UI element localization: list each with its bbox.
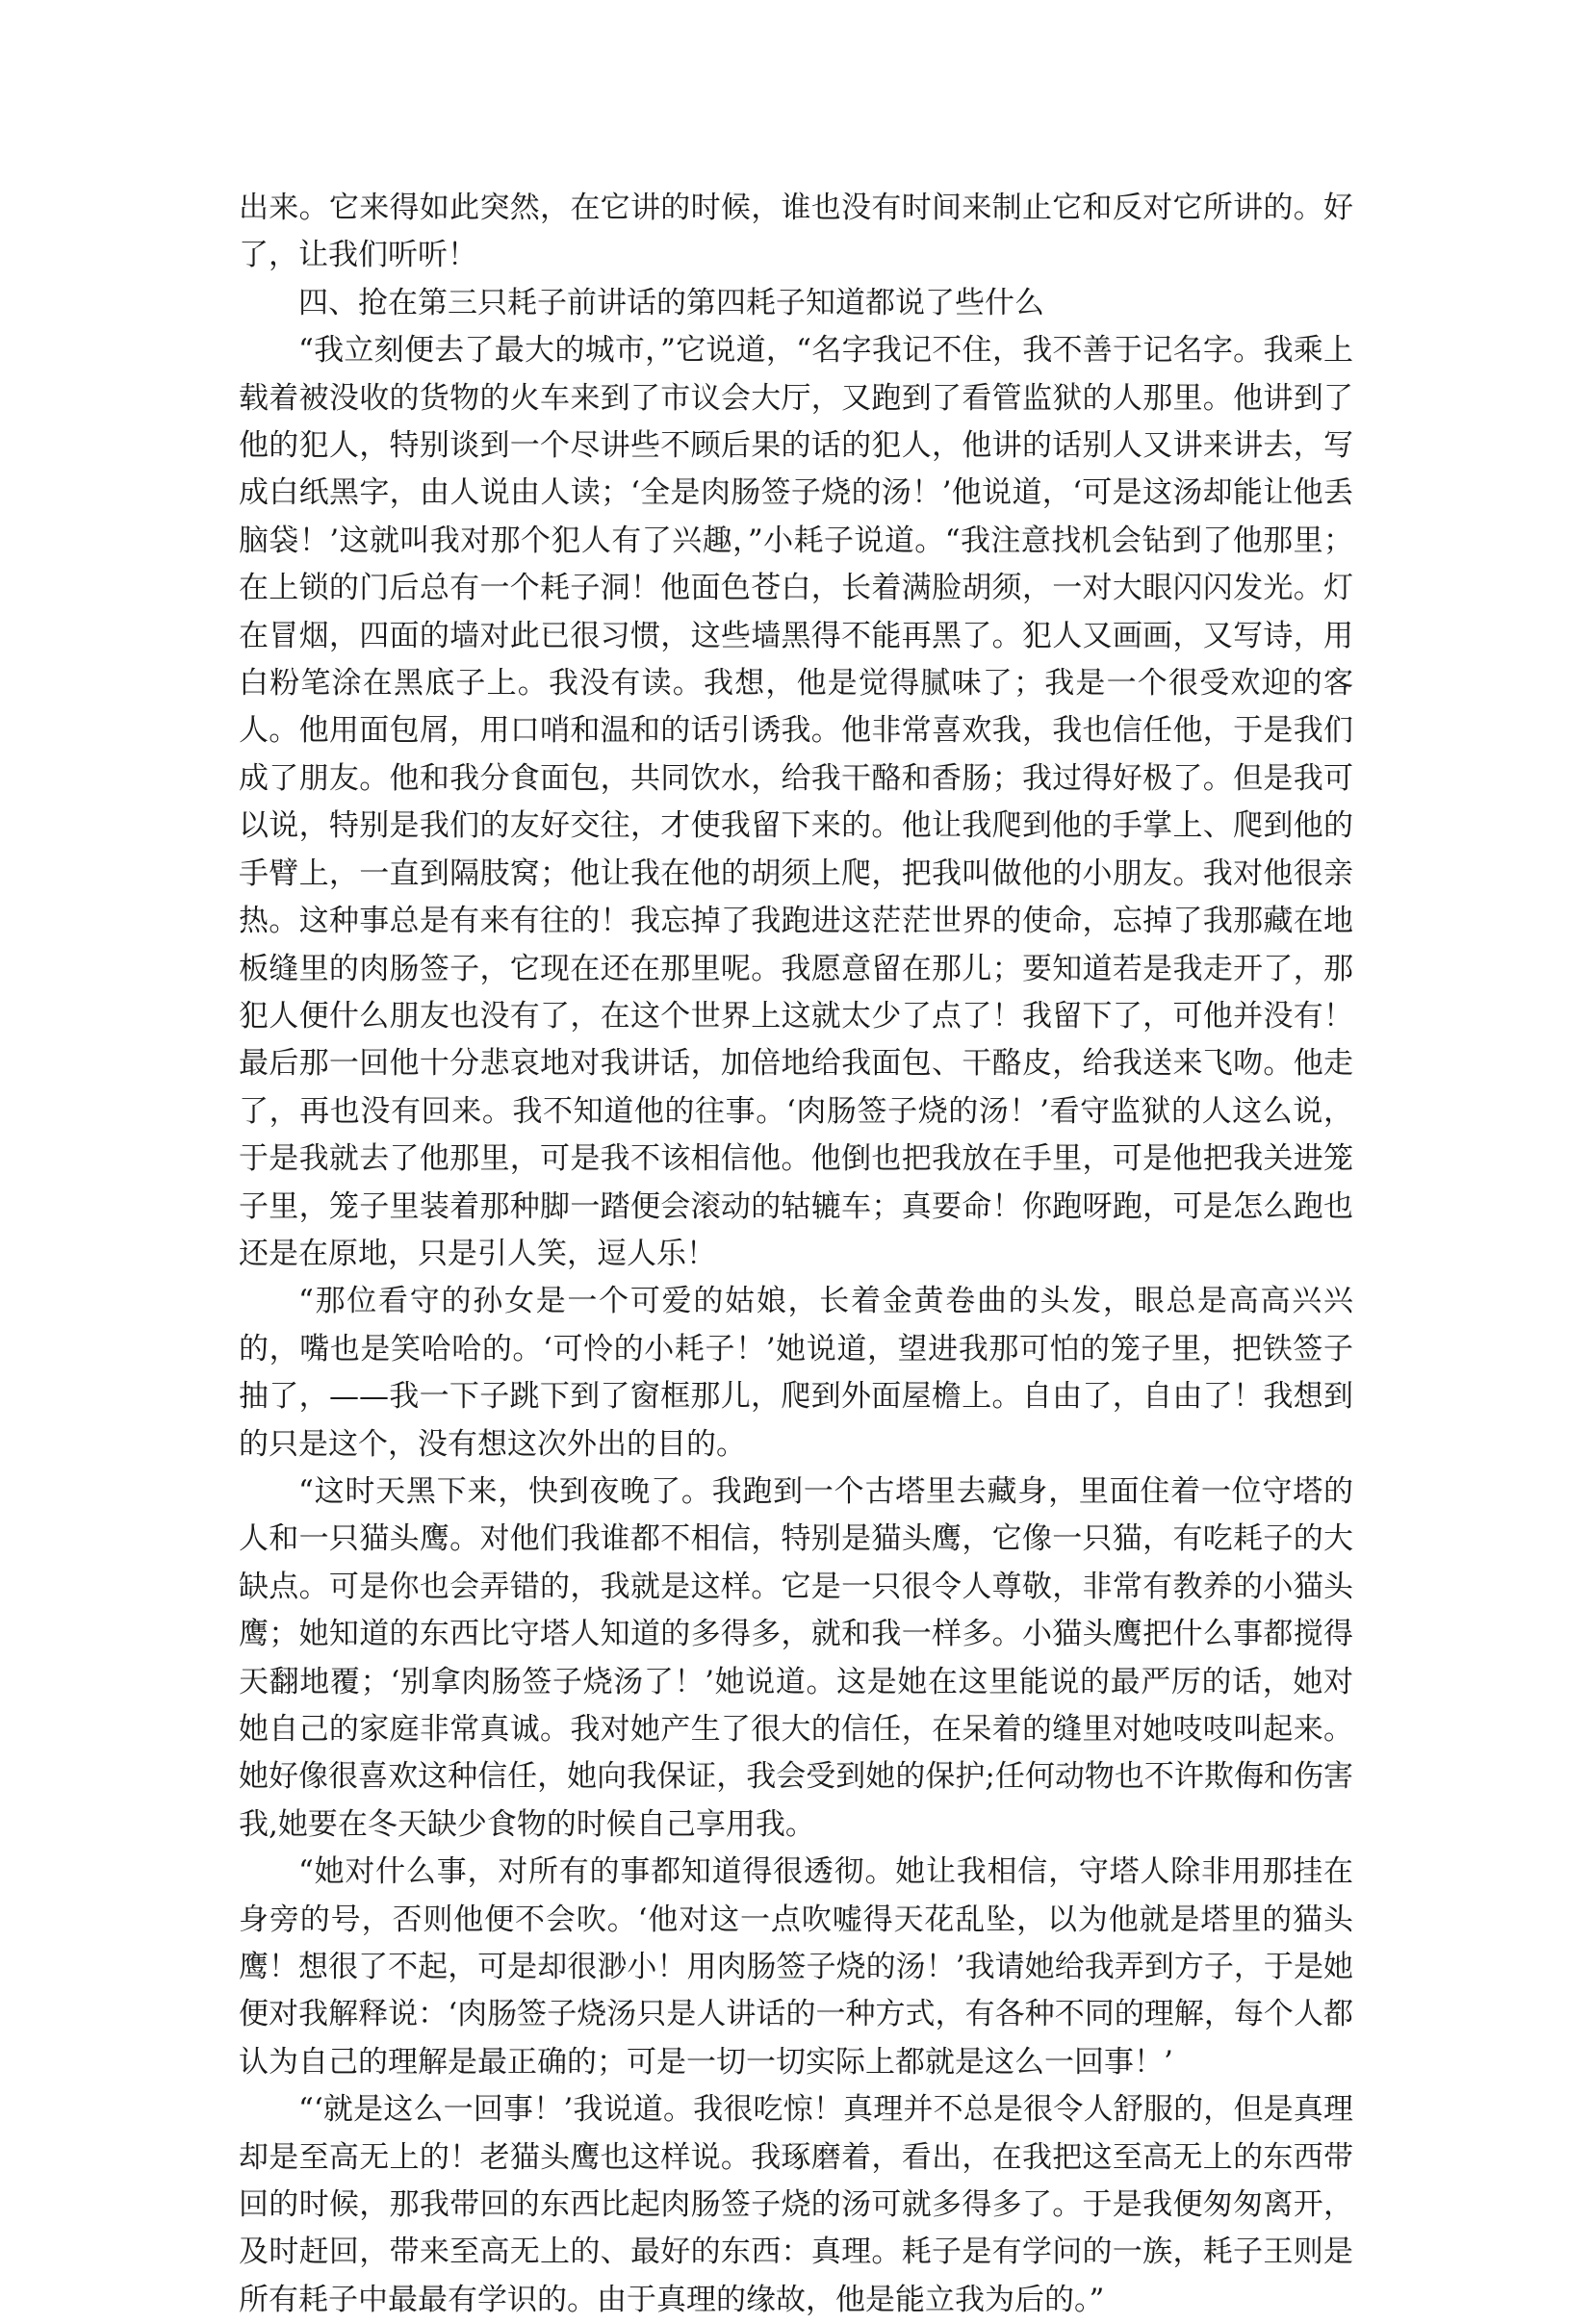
section-heading: 四、抢在第三只耗子前讲话的第四耗子知道都说了些什么 (298, 285, 1044, 320)
paragraph: “‘就是这么一回事！’我说道。我很吃惊！真理并不总是很令人舒服的，但是真理却是至高无上的！老猫头鹰也这样说。我琢磨着，看出，在我把这至高无上的东西带回的时候，那我带回的东西比起肉肠签子烧的汤可就多得多了。于是我便匆匆离开，及时赶回，带来至高无上的、最好的东西：真理。耗子是有学问的一族，耗子王则是所有耗子中最最有学识的。由于真理的缘故，他是能立我为后的。” (239, 2092, 1353, 2317)
document-body (239, 185, 1353, 2324)
paragraph: “这时天黑下来，快到夜晚了。我跑到一个古塔里去藏身，里面住着一位守塔的人和一只猫头鹰。对他们我谁都不相信，特别是猫头鹰，它像一只猫，有吃耗子的大缺点。可是你也会弄错的，我就是这样。它是一只很令人尊敬，非常有教养的小猫头鹰；她知道的东西比守塔人知道的多得多，就和我一样多。小猫头鹰把什么事都搅得天翻地覆；‘别拿肉肠签子烧汤了！’她说道。这是她在这里能说的最严厉的话，她对她自己的家庭非常真诚。我对她产生了很大的信任，在呆着的缝里对她吱吱叫起来。她好像很喜欢这种信任，她向我保证，我会受到她的保护;任何动物也不许欺侮和伤害我,她要在冬天缺少食物的时候自己享用我。 (239, 1473, 1353, 1842)
paragraph-continuation: 出来。它来得如此突然，在它讲的时候，谁也没有时间来制止它和反对它所讲的。好了，让我们听听！ (239, 191, 1353, 273)
paragraph: “我立刻便去了最大的城市，”它说道，“名字我记不住，我不善于记名字。我乘上载着被没收的货物的火车来到了市议会大厅，又跑到了看管监狱的人那里。他讲到了他的犯人，特别谈到一个尽讲些不顾后果的话的犯人，他讲的话别人又讲来讲去，写成白纸黑字，由人说由人读；‘全是肉肠签子烧的汤！’他说道，‘可是这汤却能让他丢脑袋！’这就叫我对那个犯人有了兴趣，”小耗子说道。“我注意找机会钻到了他那里；在上锁的门后总有一个耗子洞！他面色苍白，长着满脸胡须，一对大眼闪闪发光。灯在冒烟，四面的墙对此已很习惯，这些墙黑得不能再黑了。犯人又画画，又写诗，用白粉笔涂在黑底子上。我没有读。我想，他是觉得腻味了；我是一个很受欢迎的客人。他用面包屑，用口哨和温和的话引诱我。他非常喜欢我，我也信任他，于是我们成了朋友。他和我分食面包，共同饮水，给我干酪和香肠；我过得好极了。但是我可以说，特别是我们的友好交往，才使我留下来的。他让我爬到他的手掌上、爬到他的手臂上，一直到隔肢窝；他让我在他的胡须上爬，把我叫做他的小朋友。我对他很亲热。这种事总是有来有往的！我忘掉了我跑进这茫茫世界的使命，忘掉了我那藏在地板缝里的肉肠签子，它现在还在那里呢。我愿意留在那儿；要知道若是我走开了，那犯人便什么朋友也没有了，在这个世界上这就太少了点了！我留下了，可他并没有！最后那一回他十分悲哀地对我讲话，加倍地给我面包、干酪皮，给我送来飞吻。他走了，再也没有回来。我不知道他的往事。‘肉肠签子烧的汤！’看守监狱的人这么说，于是我就去了他那里，可是我不该相信他。他倒也把我放在手里，可是他把我关进笼子里，笼子里装着那种脚一踏便会滚动的轱辘车；真要命！你跑呀跑，可是怎么跑也还是在原地，只是引人笑，逗人乐！ (239, 333, 1353, 1271)
paragraph: “她对什么事，对所有的事都知道得很透彻。她让我相信，守塔人除非用那挂在身旁的号，否则他便不会吹。‘他对这一点吹嘘得天花乱坠，以为他就是塔里的猫头鹰！想很了不起，可是却很渺小！用肉肠签子烧的汤！’我请她给我弄到方子，于是她便对我解释说：‘肉肠签子烧汤只是人讲话的一种方式，有各种不同的理解，每个人都认为自己的理解是最正确的；可是一切一切实际上都就是这么一回事！’ (239, 1854, 1353, 2080)
paragraph: “那位看守的孙女是一个可爱的姑娘，长着金黄卷曲的头发，眼总是高高兴兴的，嘴也是笑哈哈的。‘可怜的小耗子！’她说道，望进我那可怕的笼子里，把铁签子抽了，——我一下子跳下到了窗框那儿，爬到外面屋檐上。自由了，自由了！我想到的只是这个，没有想这次外出的目的。 (239, 1284, 1353, 1462)
